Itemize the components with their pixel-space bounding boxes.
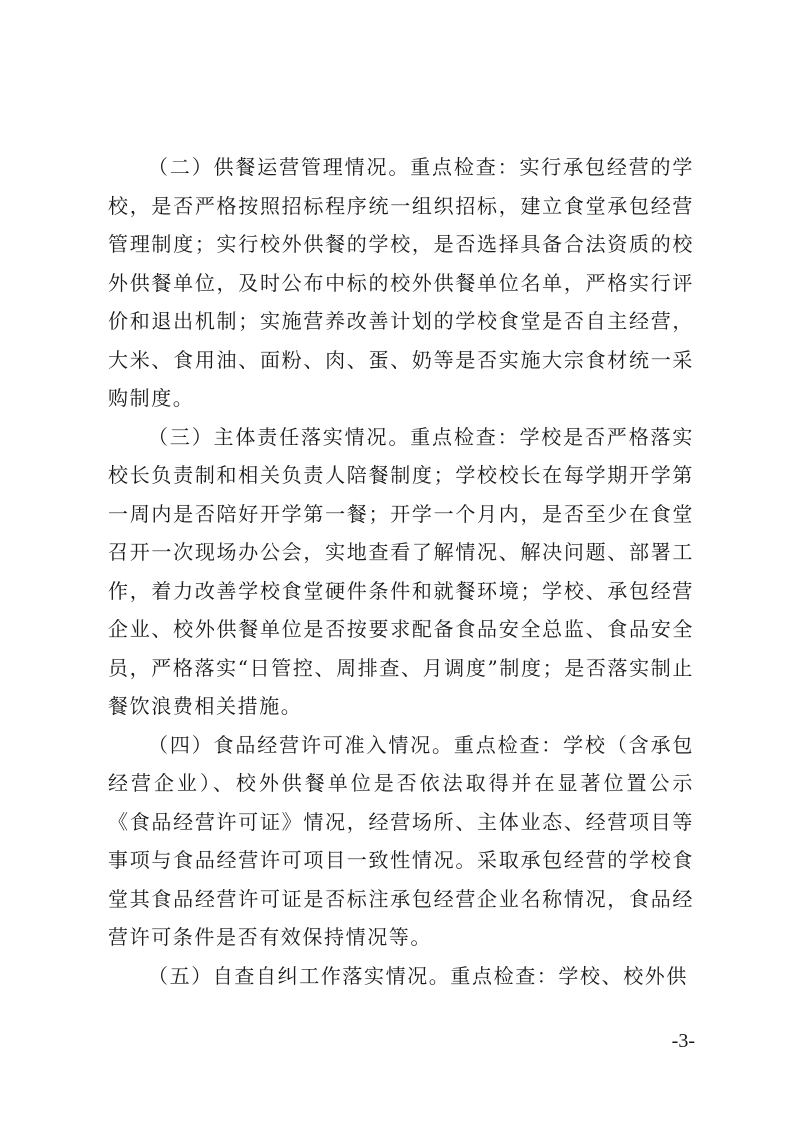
paragraph-self-inspection: （五）自查自纠工作落实情况。重点检查：学校、校外供 (148, 963, 688, 988)
paragraph-supply-operation: （二）供餐运营管理情况。重点检查：实行承包经营的学校，是否严格按照招标程序统一组织招标，建立食堂承包经营管理制度；实行校外供餐的学校，是否选择具备合法资质的校外供餐单位，及时公布中标的校外供餐单位名单，严格实行评价和退出机制；实施营养改善计划的学校食堂是否自主经营，大米、食用油、面粉、肉、蛋、奶等是否实施大宗食材统一采购制度。 (108, 155, 694, 410)
paragraph-license: （四）食品经营许可准入情况。重点检查：学校（含承包经营企业）、校外供餐单位是否依法取得并在显著位置公示《食品经营许可证》情况，经营场所、主体业态、经营项目等事项与食品经营许可项目一致性情况。采取承包经营的学校食堂其食品经营许可证是否标注承包经营企业名称情况，食品经营许可条件是否有效保持情况等。 (108, 732, 694, 949)
paragraph-responsibility: （三）主体责任落实情况。重点检查：学校是否严格落实校长负责制和相关负责人陪餐制度；学校校长在每学期开学第一周内是否陪好开学第一餐；开学一个月内，是否至少在食堂召开一次现场办公会，实地查看了解情况、解决问题、部署工作，着力改善学校食堂硬件条件和就餐环境；学校、承包经营企业、校外供餐单位是否按要求配备食品安全总监、食品安全员，严格落实“日管控、周排查、月调度”制度；是否落实制止餐饮浪费相关措施。 (108, 424, 694, 718)
page-number: -3- (671, 1030, 695, 1052)
document-body (108, 148, 694, 995)
